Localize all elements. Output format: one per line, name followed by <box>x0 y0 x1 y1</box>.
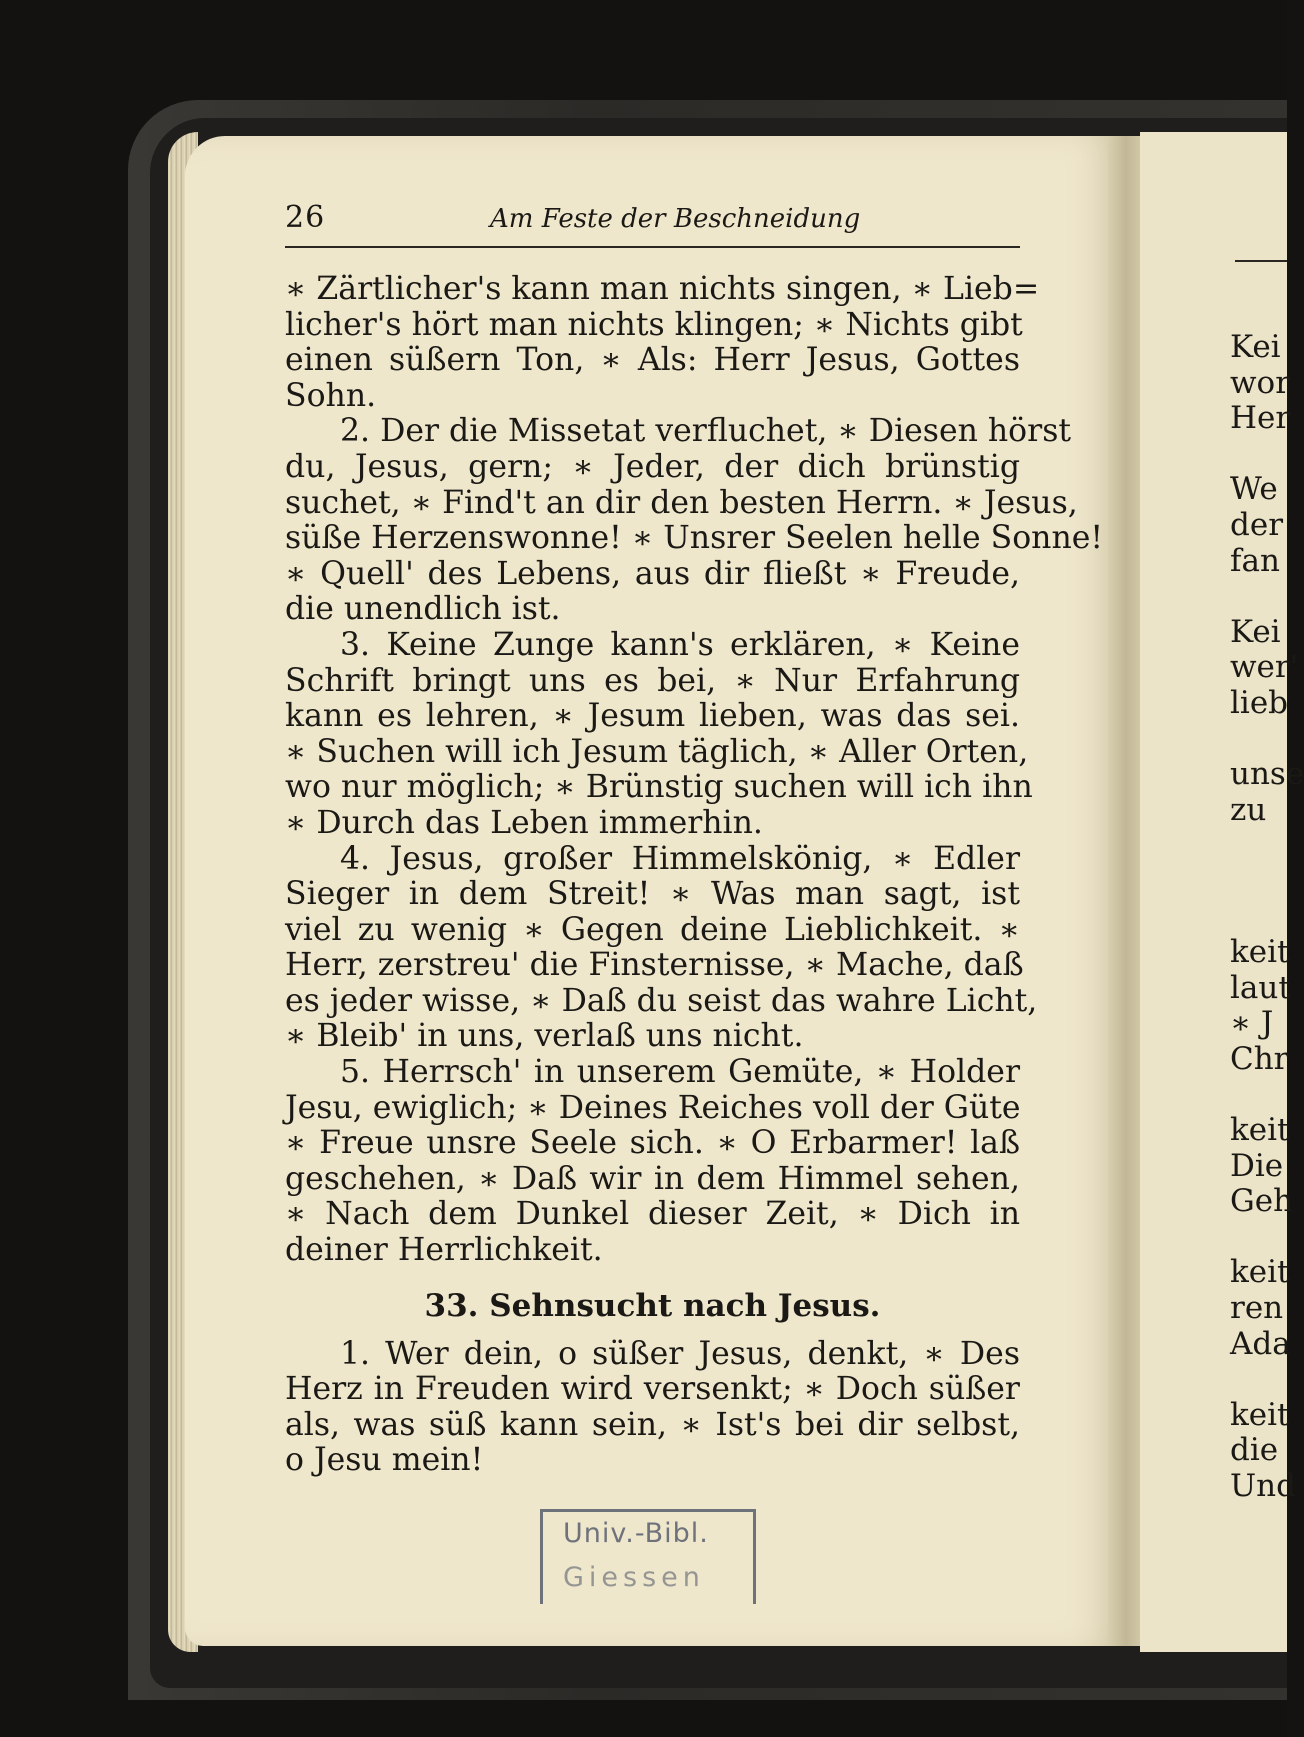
text-line: ∗ Suchen will ich Jesum täglich, ∗ Aller Orten, <box>285 733 1029 770</box>
library-stamp <box>540 1509 756 1604</box>
fragment-line <box>1230 828 1304 864</box>
fragment-line <box>1230 579 1304 615</box>
fragment-line <box>1230 900 1304 936</box>
header-rule <box>285 246 1020 248</box>
text-line: Schrift bringt uns es bei, ∗ Nur Erfahrung <box>285 662 1020 699</box>
fragment-line: We <box>1230 471 1278 508</box>
text-line: ∗ Freue unsre Seele sich. ∗ O Erbarmer! laß <box>285 1125 1020 1162</box>
hymn-heading: 33. Sehnsucht nach Jesus. <box>424 1287 881 1324</box>
text-line: Herr, zerstreu' die Finsternisse, ∗ Mache, daß <box>285 947 1024 984</box>
text-line: geschehen, ∗ Daß wir in dem Himmel sehen, <box>285 1160 1020 1197</box>
fragment-line <box>1230 1077 1304 1113</box>
fragment-line: ∗ J <box>1230 1005 1274 1042</box>
text-line: 5. Herrsch' in unserem Gemüte, ∗ Holder <box>340 1054 1020 1091</box>
fragment-line: Geh <box>1230 1183 1294 1220</box>
text-line: kann es lehren, ∗ Jesum lieben, was das sei. <box>285 698 1020 735</box>
text-line: ∗ Quell' des Lebens, aus dir fließt ∗ Freude, <box>285 555 1020 592</box>
fragment-line: fan <box>1230 542 1280 579</box>
fragment-line: keit <box>1230 1396 1290 1433</box>
fragment-line <box>1230 437 1304 473</box>
fragment-line: laut <box>1230 969 1291 1006</box>
text-line: wo nur möglich; ∗ Brünstig suchen will ich ihn <box>285 769 1033 806</box>
fragment-line: Kei <box>1230 329 1281 365</box>
text-line: ∗ Nach dem Dunkel dieser Zeit, ∗ Dich in <box>285 1196 1020 1233</box>
text-line: viel zu wenig ∗ Gegen deine Lieblichkeit. ∗ <box>285 911 1020 948</box>
page-number: 26 <box>285 200 326 235</box>
running-title: Am Feste der Beschneidung <box>490 204 861 234</box>
fragment-line <box>1230 1220 1304 1256</box>
fragment-line: Ada <box>1230 1325 1291 1362</box>
fragment-line: wor <box>1230 364 1291 401</box>
text-line: suchet, ∗ Find't an dir den besten Herrn. ∗ Jesus, <box>285 484 1078 521</box>
fragment-line: keit <box>1230 1254 1290 1291</box>
text-line: o Jesu mein! <box>285 1442 484 1479</box>
page-body <box>285 271 1104 1479</box>
fragment-line: Und <box>1230 1468 1296 1504</box>
fragment-line: wer' <box>1230 649 1299 686</box>
text-line: die unendlich ist. <box>285 591 561 628</box>
stamp-line-1: Univ.-Bibl. <box>563 1518 709 1549</box>
fragment-line: Die <box>1230 1147 1284 1184</box>
text-line: 1. Wer dein, o süßer Jesus, denkt, ∗ Des <box>340 1335 1020 1372</box>
text-line: du, Jesus, gern; ∗ Jeder, der dich brünstig <box>285 448 1020 485</box>
fragment-line: die <box>1230 1432 1279 1469</box>
fragment-line: Kei <box>1230 613 1281 650</box>
fragment-line: zu <box>1230 791 1267 828</box>
fragment-line <box>1230 864 1304 900</box>
text-line: ∗ Zärtlicher's kann man nichts singen, ∗ Lieb= <box>285 271 1040 307</box>
text-line: licher's hört man nichts klingen; ∗ Nichts gibt <box>285 306 1023 343</box>
text-line: ∗ Durch das Leben immerhin. <box>285 804 763 841</box>
text-line: Jesu, ewiglich; ∗ Deines Reiches voll der Güte <box>285 1089 1021 1126</box>
right-page-header-rule <box>1235 260 1287 262</box>
text-line: 2. Der die Missetat verfluchet, ∗ Diesen hörst <box>340 413 1072 450</box>
text-line: Sieger in dem Streit! ∗ Was man sagt, ist <box>285 876 1020 913</box>
text-line: als, was süß kann sein, ∗ Ist's bei dir selbst, <box>285 1406 1020 1443</box>
fragment-line: keit <box>1230 1112 1290 1149</box>
text-line: süße Herzenswonne! ∗ Unsrer Seelen helle Sonne! <box>285 520 1104 557</box>
fragment-line: Chr <box>1230 1040 1289 1077</box>
fragment-line: ren <box>1230 1290 1284 1327</box>
text-line: Sohn. <box>285 377 377 414</box>
text-line: 3. Keine Zunge kann's erklären, ∗ Keine <box>340 626 1020 663</box>
fragment-line <box>1230 722 1304 758</box>
fragment-line <box>1230 1362 1304 1398</box>
text-line: ∗ Bleib' in uns, verlaß uns nicht. <box>285 1018 804 1055</box>
text-line: Herz in Freuden wird versenkt; ∗ Doch süßer <box>285 1371 1020 1408</box>
text-line: deiner Herrlichkeit. <box>285 1232 603 1269</box>
fragment-line: keit <box>1230 934 1290 971</box>
text-line: es jeder wisse, ∗ Daß du seist das wahre Licht, <box>285 982 1038 1019</box>
text-line: 4. Jesus, großer Himmelskönig, ∗ Edler <box>340 840 1020 877</box>
fragment-line: unse <box>1230 756 1304 793</box>
fragment-line: der <box>1230 506 1284 543</box>
fragment-line: lieb <box>1230 684 1289 721</box>
text-line: einen süßern Ton, ∗ Als: Herr Jesus, Gottes <box>285 342 1020 379</box>
stamp-line-2: Giessen <box>563 1562 705 1593</box>
right-page-fragments <box>1230 330 1304 1505</box>
fragment-line: Her <box>1230 400 1291 437</box>
